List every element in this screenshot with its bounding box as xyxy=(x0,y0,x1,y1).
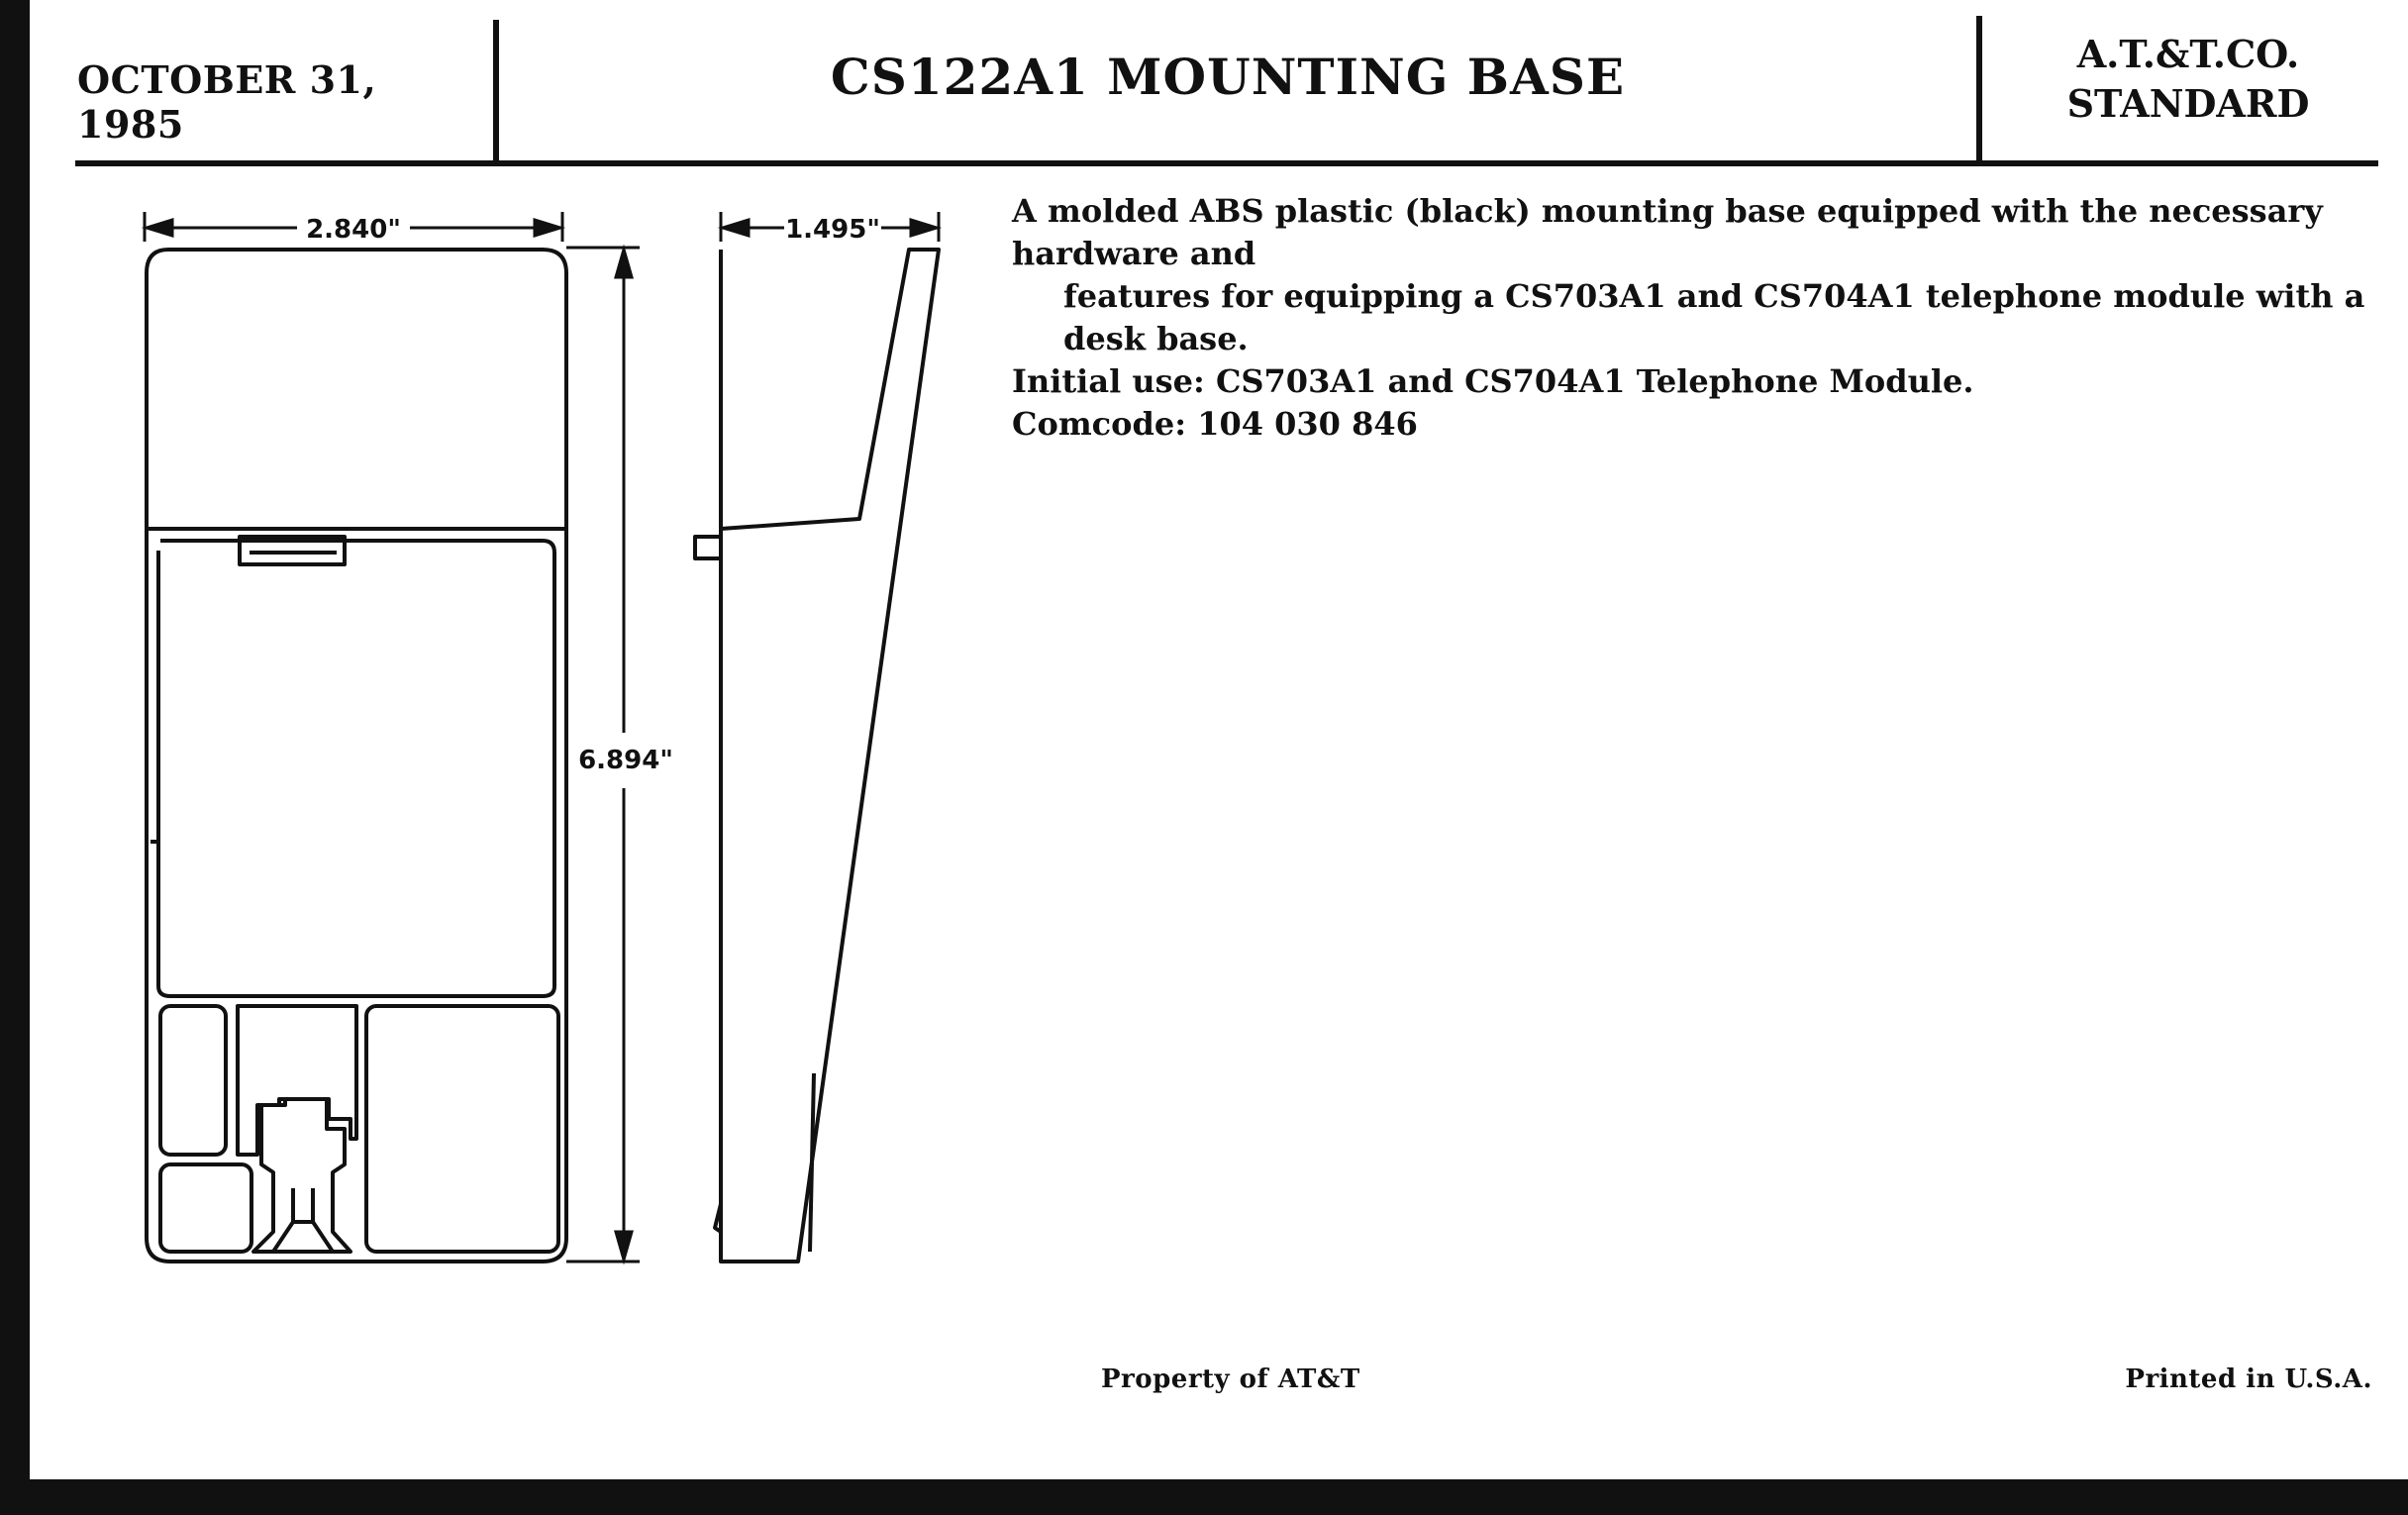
part-description xyxy=(1012,190,2378,446)
scan-edge-bottom xyxy=(0,1479,2408,1515)
initial-use-line: Initial use: CS703A1 and CS704A1 Telephone Module. xyxy=(1012,362,1974,400)
comcode-line: Comcode: 104 030 846 xyxy=(1012,405,1418,443)
compartment-right xyxy=(366,1006,558,1252)
depth-dimension-label: 1.495" xyxy=(785,215,880,245)
footer-property: Property of AT&T xyxy=(1101,1364,1360,1394)
front-view-panel xyxy=(158,541,554,996)
description-line-1: A molded ABS plastic (black) mounting base equipped with the necessary hardware and xyxy=(1012,192,2323,272)
compartment-center xyxy=(238,1006,356,1155)
standard-label-line1: A.T.&T.CO. xyxy=(2076,32,2300,76)
compartment-left-lower xyxy=(160,1164,251,1252)
document-title: CS122A1 MOUNTING BASE xyxy=(830,48,1626,106)
height-dimension-label: 6.894" xyxy=(578,746,673,775)
document-date: OCTOBER 31, 1985 xyxy=(77,57,377,147)
side-view-outline xyxy=(721,250,939,1262)
compartment-left-upper xyxy=(160,1006,226,1155)
width-dimension-label: 2.840" xyxy=(306,215,401,245)
description-line-2: features for equipping a CS703A1 and CS704A1 telephone module with a desk base. xyxy=(1063,277,2365,357)
standard-label-line2: STANDARD xyxy=(2066,81,2310,126)
cord-exit xyxy=(253,1099,351,1252)
footer-printed: Printed in U.S.A. xyxy=(2125,1364,2372,1394)
side-view-peg xyxy=(695,537,721,558)
